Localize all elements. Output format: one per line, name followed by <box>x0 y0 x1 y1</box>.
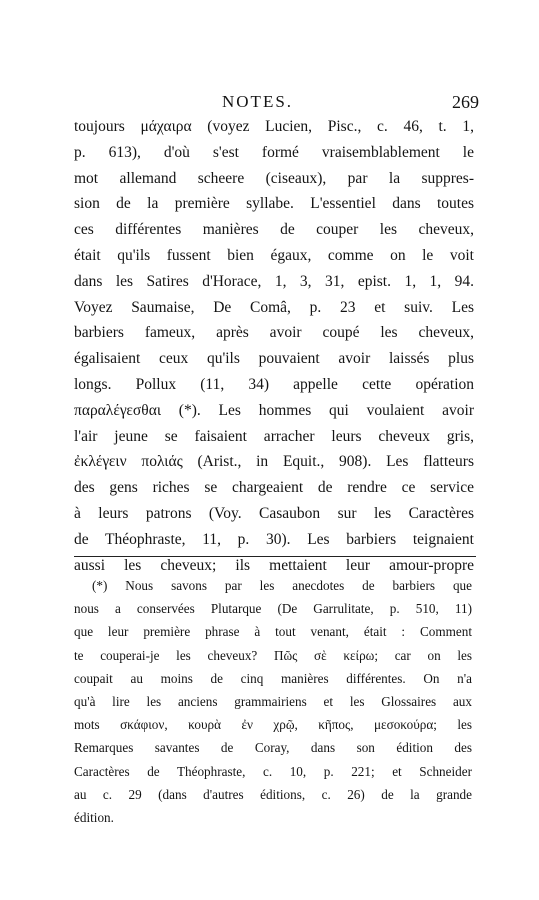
footnote-line: qu'à lire les anciens grammairiens et les Glossaires aux <box>74 693 472 709</box>
text-line: barbiers fameux, après avoir coupé les cheveux, <box>74 324 474 342</box>
footnote-line: Caractères de Théophraste, c. 10, p. 221; et Schneider <box>74 763 472 779</box>
text-line: ἐκλέγειν πολιάς (Arist., in Equit., 908). Les flatteurs <box>74 453 474 471</box>
text-line: sion de la première syllabe. L'essentiel dans toutes <box>74 195 474 213</box>
text-line: Voyez Saumaise, De Comâ, p. 23 et suiv. Les <box>74 298 474 316</box>
footnote-line: te couperai-je les cheveux? Πῶς σὲ κείρω; car on les <box>74 647 472 663</box>
text-line: longs. Pollux (11, 34) appelle cette opération <box>74 375 474 393</box>
text-line: mot allemand scheere (ciseaux), par la suppres- <box>74 169 474 187</box>
footnote-divider <box>74 556 476 557</box>
text-line: était qu'ils fussent bien égaux, comme on le voit <box>74 246 474 264</box>
main-text-block <box>74 114 474 578</box>
text-line: aussi les cheveux; ils mettaient leur amour-propre <box>74 556 474 574</box>
text-line: p. 613), d'où s'est formé vraisemblablement le <box>74 143 474 161</box>
text-line: des gens riches se chargeaient de rendre ce service <box>74 479 474 497</box>
footnote-line: (*) Nous savons par les anecdotes de barbiers que <box>92 578 472 593</box>
footnote-block <box>74 574 472 829</box>
text-line: ces différentes manières de couper les cheveux, <box>74 221 474 239</box>
page-number: 269 <box>452 92 479 112</box>
text-line: à leurs patrons (Voy. Casaubon sur les Caractères <box>74 504 474 522</box>
text-line: l'air jeune se faisaient arracher leurs cheveux gris, <box>74 427 474 445</box>
footnote-line: Remarques savantes de Coray, dans son édition des <box>74 740 472 756</box>
footnote-line: mots σκάφιον, κουρὰ ἐν χρῷ, κῆπος, μεσοκούρα; les <box>74 717 472 733</box>
text-line: égalisaient ceux qu'ils pouvaient avoir laissés plus <box>74 350 474 368</box>
footnote-line: nous a conservées Plutarque (De Garrulitate, p. 510, 11) <box>74 601 472 617</box>
footnote-line: que leur première phrase à tout venant, était : Comment <box>74 624 472 640</box>
footnote-line: édition. <box>74 809 114 825</box>
text-line: παραλέγεσθαι (*). Les hommes qui voulaient avoir <box>74 401 474 419</box>
running-head-title: NOTES. <box>222 92 294 111</box>
footnote-line: coupait au moins de cinq manières différentes. On n'a <box>74 670 472 686</box>
footnote-line: au c. 29 (dans d'autres éditions, c. 26) de la grande <box>74 786 472 802</box>
text-line: de Théophraste, 11, p. 30). Les barbiers teignaient <box>74 530 474 548</box>
text-line: dans les Satires d'Horace, 1, 3, 31, epist. 1, 1, 94. <box>74 272 474 290</box>
text-line: toujours μάχαιρα (voyez Lucien, Pisc., c. 46, t. 1, <box>74 118 474 135</box>
